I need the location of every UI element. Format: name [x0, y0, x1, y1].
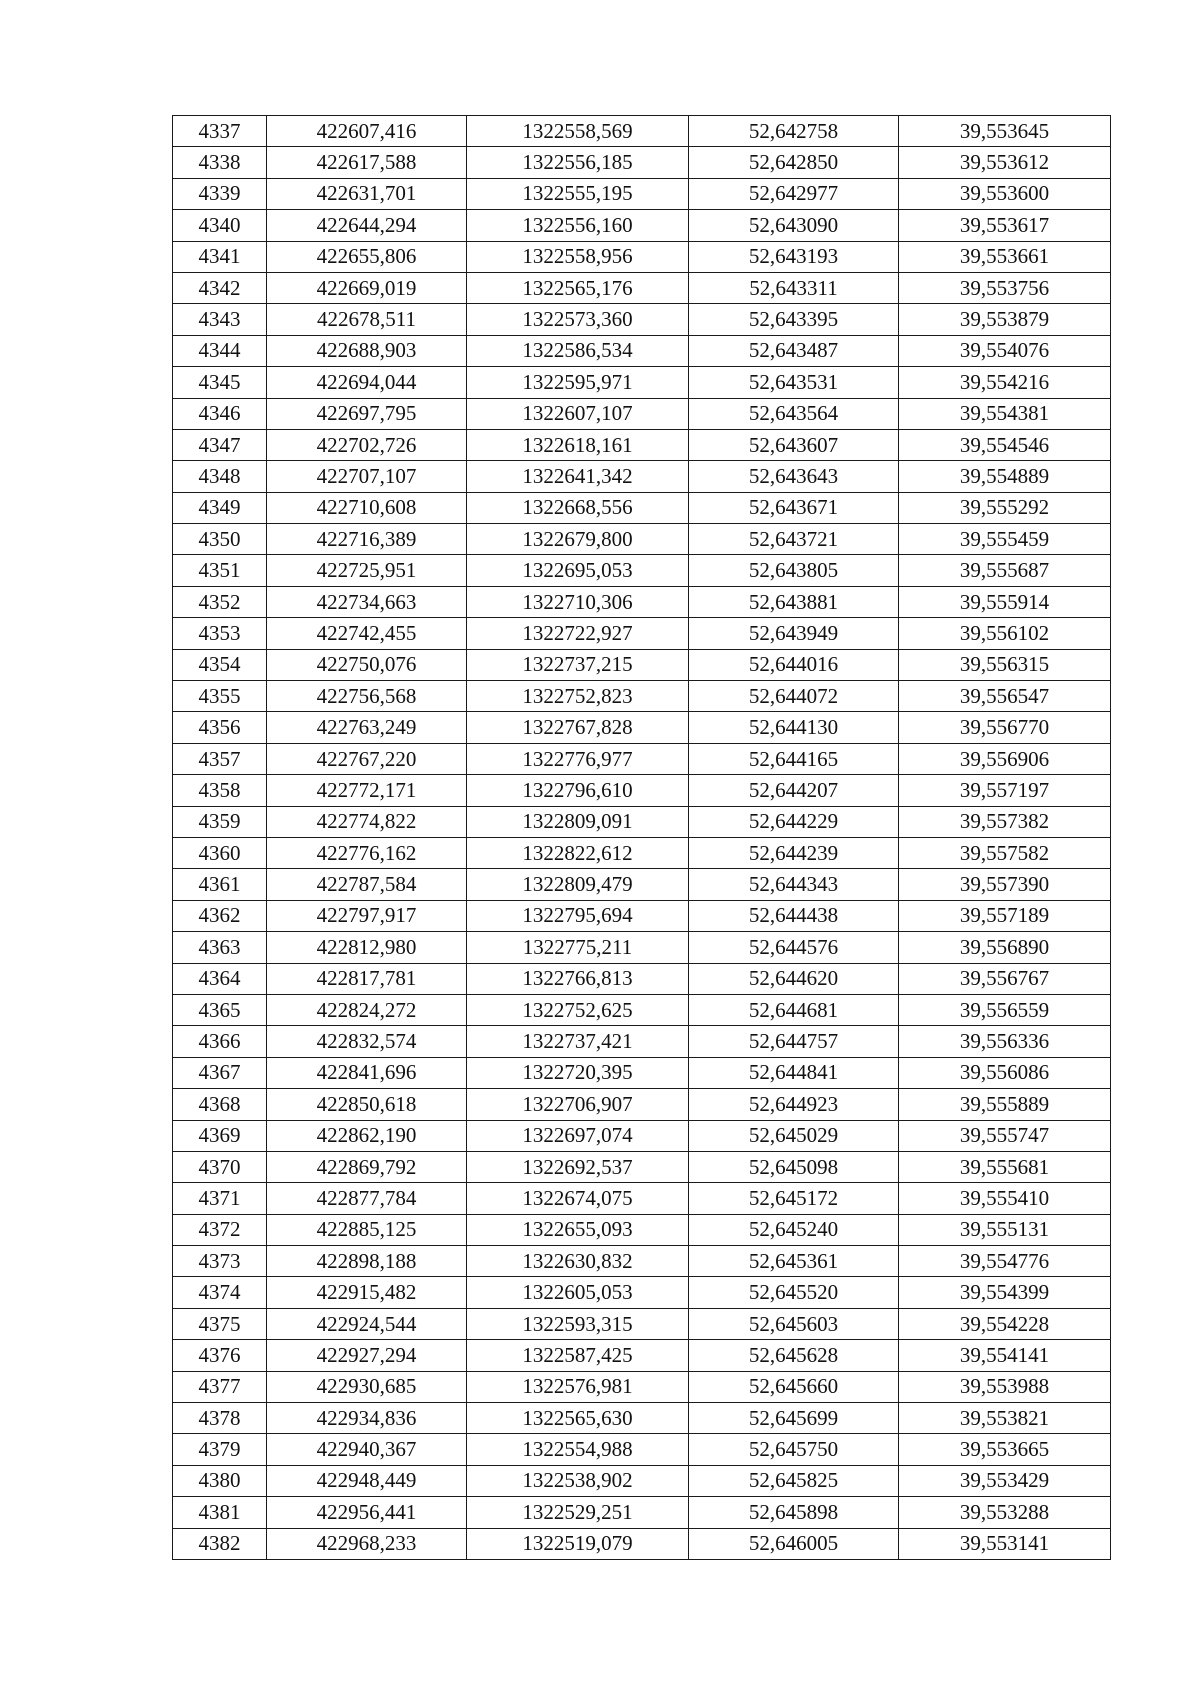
longitude-cell: 39,557582 [899, 837, 1111, 868]
longitude-cell: 39,556547 [899, 681, 1111, 712]
table-row [173, 837, 1111, 868]
point-number-cell: 4378 [173, 1403, 267, 1434]
coordinates-table-body [173, 116, 1111, 1560]
table-row [173, 618, 1111, 649]
longitude-cell: 39,557390 [899, 869, 1111, 900]
longitude-cell: 39,553756 [899, 272, 1111, 303]
latitude-cell: 52,643395 [689, 304, 899, 335]
x-coordinate-cell: 422631,701 [267, 178, 467, 209]
y-coordinate-cell: 1322519,079 [467, 1528, 689, 1559]
latitude-cell: 52,645825 [689, 1465, 899, 1496]
y-coordinate-cell: 1322737,421 [467, 1026, 689, 1057]
point-number-cell: 4352 [173, 586, 267, 617]
longitude-cell: 39,553665 [899, 1434, 1111, 1465]
longitude-cell: 39,555292 [899, 492, 1111, 523]
latitude-cell: 52,643531 [689, 367, 899, 398]
latitude-cell: 52,645750 [689, 1434, 899, 1465]
y-coordinate-cell: 1322706,907 [467, 1089, 689, 1120]
point-number-cell: 4339 [173, 178, 267, 209]
y-coordinate-cell: 1322554,988 [467, 1434, 689, 1465]
y-coordinate-cell: 1322796,610 [467, 775, 689, 806]
latitude-cell: 52,643643 [689, 461, 899, 492]
latitude-cell: 52,644229 [689, 806, 899, 837]
longitude-cell: 39,554216 [899, 367, 1111, 398]
latitude-cell: 52,646005 [689, 1528, 899, 1559]
latitude-cell: 52,643721 [689, 524, 899, 555]
y-coordinate-cell: 1322605,053 [467, 1277, 689, 1308]
coordinates-table [172, 115, 1111, 1560]
x-coordinate-cell: 422688,903 [267, 335, 467, 366]
table-row [173, 1371, 1111, 1402]
y-coordinate-cell: 1322752,823 [467, 681, 689, 712]
latitude-cell: 52,645699 [689, 1403, 899, 1434]
point-number-cell: 4363 [173, 932, 267, 963]
table-row [173, 586, 1111, 617]
y-coordinate-cell: 1322668,556 [467, 492, 689, 523]
x-coordinate-cell: 422767,220 [267, 743, 467, 774]
table-row [173, 398, 1111, 429]
y-coordinate-cell: 1322795,694 [467, 900, 689, 931]
y-coordinate-cell: 1322556,185 [467, 147, 689, 178]
table-row [173, 712, 1111, 743]
table-row [173, 1465, 1111, 1496]
table-row [173, 1246, 1111, 1277]
point-number-cell: 4343 [173, 304, 267, 335]
table-row [173, 1434, 1111, 1465]
x-coordinate-cell: 422678,511 [267, 304, 467, 335]
table-row [173, 900, 1111, 931]
y-coordinate-cell: 1322674,075 [467, 1183, 689, 1214]
longitude-cell: 39,553600 [899, 178, 1111, 209]
x-coordinate-cell: 422924,544 [267, 1308, 467, 1339]
y-coordinate-cell: 1322630,832 [467, 1246, 689, 1277]
latitude-cell: 52,644620 [689, 963, 899, 994]
latitude-cell: 52,642758 [689, 116, 899, 147]
x-coordinate-cell: 422644,294 [267, 210, 467, 241]
longitude-cell: 39,555747 [899, 1120, 1111, 1151]
longitude-cell: 39,553879 [899, 304, 1111, 335]
y-coordinate-cell: 1322822,612 [467, 837, 689, 868]
latitude-cell: 52,644016 [689, 649, 899, 680]
x-coordinate-cell: 422898,188 [267, 1246, 467, 1277]
longitude-cell: 39,555131 [899, 1214, 1111, 1245]
y-coordinate-cell: 1322766,813 [467, 963, 689, 994]
latitude-cell: 52,642977 [689, 178, 899, 209]
x-coordinate-cell: 422669,019 [267, 272, 467, 303]
point-number-cell: 4342 [173, 272, 267, 303]
longitude-cell: 39,553645 [899, 116, 1111, 147]
point-number-cell: 4361 [173, 869, 267, 900]
x-coordinate-cell: 422725,951 [267, 555, 467, 586]
x-coordinate-cell: 422742,455 [267, 618, 467, 649]
y-coordinate-cell: 1322556,160 [467, 210, 689, 241]
y-coordinate-cell: 1322809,479 [467, 869, 689, 900]
x-coordinate-cell: 422617,588 [267, 147, 467, 178]
y-coordinate-cell: 1322558,569 [467, 116, 689, 147]
y-coordinate-cell: 1322695,053 [467, 555, 689, 586]
latitude-cell: 52,645660 [689, 1371, 899, 1402]
latitude-cell: 52,645628 [689, 1340, 899, 1371]
latitude-cell: 52,645898 [689, 1497, 899, 1528]
y-coordinate-cell: 1322586,534 [467, 335, 689, 366]
point-number-cell: 4348 [173, 461, 267, 492]
longitude-cell: 39,555681 [899, 1151, 1111, 1182]
y-coordinate-cell: 1322565,630 [467, 1403, 689, 1434]
y-coordinate-cell: 1322618,161 [467, 429, 689, 460]
table-row [173, 743, 1111, 774]
table-row [173, 1308, 1111, 1339]
point-number-cell: 4346 [173, 398, 267, 429]
point-number-cell: 4353 [173, 618, 267, 649]
latitude-cell: 52,645361 [689, 1246, 899, 1277]
latitude-cell: 52,645520 [689, 1277, 899, 1308]
table-row [173, 681, 1111, 712]
longitude-cell: 39,557189 [899, 900, 1111, 931]
table-row [173, 524, 1111, 555]
table-row [173, 869, 1111, 900]
point-number-cell: 4374 [173, 1277, 267, 1308]
table-row [173, 272, 1111, 303]
x-coordinate-cell: 422716,389 [267, 524, 467, 555]
y-coordinate-cell: 1322722,927 [467, 618, 689, 649]
table-row [173, 116, 1111, 147]
point-number-cell: 4375 [173, 1308, 267, 1339]
table-row [173, 1528, 1111, 1559]
table-row [173, 649, 1111, 680]
table-row [173, 241, 1111, 272]
latitude-cell: 52,643949 [689, 618, 899, 649]
latitude-cell: 52,644923 [689, 1089, 899, 1120]
point-number-cell: 4356 [173, 712, 267, 743]
point-number-cell: 4350 [173, 524, 267, 555]
table-row [173, 147, 1111, 178]
x-coordinate-cell: 422710,608 [267, 492, 467, 523]
latitude-cell: 52,643193 [689, 241, 899, 272]
latitude-cell: 52,644343 [689, 869, 899, 900]
point-number-cell: 4341 [173, 241, 267, 272]
longitude-cell: 39,553661 [899, 241, 1111, 272]
x-coordinate-cell: 422750,076 [267, 649, 467, 680]
table-row [173, 994, 1111, 1025]
y-coordinate-cell: 1322576,981 [467, 1371, 689, 1402]
table-row [173, 1497, 1111, 1528]
point-number-cell: 4366 [173, 1026, 267, 1057]
table-row [173, 1403, 1111, 1434]
table-row [173, 1277, 1111, 1308]
latitude-cell: 52,645240 [689, 1214, 899, 1245]
point-number-cell: 4347 [173, 429, 267, 460]
x-coordinate-cell: 422927,294 [267, 1340, 467, 1371]
point-number-cell: 4381 [173, 1497, 267, 1528]
point-number-cell: 4359 [173, 806, 267, 837]
table-row [173, 806, 1111, 837]
y-coordinate-cell: 1322587,425 [467, 1340, 689, 1371]
point-number-cell: 4360 [173, 837, 267, 868]
point-number-cell: 4379 [173, 1434, 267, 1465]
y-coordinate-cell: 1322573,360 [467, 304, 689, 335]
longitude-cell: 39,556315 [899, 649, 1111, 680]
longitude-cell: 39,556102 [899, 618, 1111, 649]
latitude-cell: 52,644681 [689, 994, 899, 1025]
y-coordinate-cell: 1322607,107 [467, 398, 689, 429]
point-number-cell: 4362 [173, 900, 267, 931]
longitude-cell: 39,553612 [899, 147, 1111, 178]
table-row [173, 963, 1111, 994]
longitude-cell: 39,557197 [899, 775, 1111, 806]
latitude-cell: 52,645098 [689, 1151, 899, 1182]
longitude-cell: 39,555687 [899, 555, 1111, 586]
table-row [173, 178, 1111, 209]
latitude-cell: 52,645029 [689, 1120, 899, 1151]
latitude-cell: 52,644072 [689, 681, 899, 712]
latitude-cell: 52,643311 [689, 272, 899, 303]
y-coordinate-cell: 1322776,977 [467, 743, 689, 774]
longitude-cell: 39,554381 [899, 398, 1111, 429]
table-row [173, 1183, 1111, 1214]
y-coordinate-cell: 1322679,800 [467, 524, 689, 555]
table-row [173, 1340, 1111, 1371]
longitude-cell: 39,554228 [899, 1308, 1111, 1339]
y-coordinate-cell: 1322641,342 [467, 461, 689, 492]
y-coordinate-cell: 1322655,093 [467, 1214, 689, 1245]
point-number-cell: 4349 [173, 492, 267, 523]
point-number-cell: 4370 [173, 1151, 267, 1182]
table-row [173, 304, 1111, 335]
latitude-cell: 52,643881 [689, 586, 899, 617]
table-row [173, 775, 1111, 806]
y-coordinate-cell: 1322775,211 [467, 932, 689, 963]
point-number-cell: 4365 [173, 994, 267, 1025]
x-coordinate-cell: 422885,125 [267, 1214, 467, 1245]
x-coordinate-cell: 422763,249 [267, 712, 467, 743]
longitude-cell: 39,556336 [899, 1026, 1111, 1057]
x-coordinate-cell: 422707,107 [267, 461, 467, 492]
y-coordinate-cell: 1322565,176 [467, 272, 689, 303]
latitude-cell: 52,643090 [689, 210, 899, 241]
latitude-cell: 52,643607 [689, 429, 899, 460]
point-number-cell: 4354 [173, 649, 267, 680]
longitude-cell: 39,554076 [899, 335, 1111, 366]
longitude-cell: 39,556770 [899, 712, 1111, 743]
point-number-cell: 4377 [173, 1371, 267, 1402]
point-number-cell: 4373 [173, 1246, 267, 1277]
longitude-cell: 39,555889 [899, 1089, 1111, 1120]
latitude-cell: 52,644841 [689, 1057, 899, 1088]
latitude-cell: 52,642850 [689, 147, 899, 178]
table-row [173, 461, 1111, 492]
table-row [173, 492, 1111, 523]
longitude-cell: 39,556890 [899, 932, 1111, 963]
x-coordinate-cell: 422812,980 [267, 932, 467, 963]
longitude-cell: 39,554776 [899, 1246, 1111, 1277]
longitude-cell: 39,554399 [899, 1277, 1111, 1308]
point-number-cell: 4372 [173, 1214, 267, 1245]
x-coordinate-cell: 422697,795 [267, 398, 467, 429]
y-coordinate-cell: 1322710,306 [467, 586, 689, 617]
y-coordinate-cell: 1322720,395 [467, 1057, 689, 1088]
longitude-cell: 39,554141 [899, 1340, 1111, 1371]
latitude-cell: 52,644165 [689, 743, 899, 774]
y-coordinate-cell: 1322595,971 [467, 367, 689, 398]
longitude-cell: 39,553288 [899, 1497, 1111, 1528]
point-number-cell: 4355 [173, 681, 267, 712]
x-coordinate-cell: 422655,806 [267, 241, 467, 272]
latitude-cell: 52,643671 [689, 492, 899, 523]
longitude-cell: 39,554889 [899, 461, 1111, 492]
longitude-cell: 39,557382 [899, 806, 1111, 837]
point-number-cell: 4380 [173, 1465, 267, 1496]
latitude-cell: 52,643487 [689, 335, 899, 366]
y-coordinate-cell: 1322593,315 [467, 1308, 689, 1339]
x-coordinate-cell: 422841,696 [267, 1057, 467, 1088]
x-coordinate-cell: 422948,449 [267, 1465, 467, 1496]
y-coordinate-cell: 1322737,215 [467, 649, 689, 680]
latitude-cell: 52,644130 [689, 712, 899, 743]
y-coordinate-cell: 1322538,902 [467, 1465, 689, 1496]
x-coordinate-cell: 422832,574 [267, 1026, 467, 1057]
longitude-cell: 39,556767 [899, 963, 1111, 994]
point-number-cell: 4357 [173, 743, 267, 774]
point-number-cell: 4382 [173, 1528, 267, 1559]
latitude-cell: 52,644239 [689, 837, 899, 868]
longitude-cell: 39,553821 [899, 1403, 1111, 1434]
x-coordinate-cell: 422862,190 [267, 1120, 467, 1151]
x-coordinate-cell: 422787,584 [267, 869, 467, 900]
y-coordinate-cell: 1322555,195 [467, 178, 689, 209]
y-coordinate-cell: 1322809,091 [467, 806, 689, 837]
point-number-cell: 4369 [173, 1120, 267, 1151]
table-row [173, 1089, 1111, 1120]
y-coordinate-cell: 1322558,956 [467, 241, 689, 272]
x-coordinate-cell: 422824,272 [267, 994, 467, 1025]
point-number-cell: 4351 [173, 555, 267, 586]
x-coordinate-cell: 422850,618 [267, 1089, 467, 1120]
longitude-cell: 39,555914 [899, 586, 1111, 617]
longitude-cell: 39,555459 [899, 524, 1111, 555]
table-row [173, 1057, 1111, 1088]
latitude-cell: 52,644207 [689, 775, 899, 806]
longitude-cell: 39,556086 [899, 1057, 1111, 1088]
x-coordinate-cell: 422607,416 [267, 116, 467, 147]
x-coordinate-cell: 422797,917 [267, 900, 467, 931]
point-number-cell: 4371 [173, 1183, 267, 1214]
point-number-cell: 4368 [173, 1089, 267, 1120]
x-coordinate-cell: 422772,171 [267, 775, 467, 806]
table-row [173, 932, 1111, 963]
table-row [173, 335, 1111, 366]
point-number-cell: 4345 [173, 367, 267, 398]
x-coordinate-cell: 422915,482 [267, 1277, 467, 1308]
x-coordinate-cell: 422930,685 [267, 1371, 467, 1402]
longitude-cell: 39,554546 [899, 429, 1111, 460]
point-number-cell: 4338 [173, 147, 267, 178]
longitude-cell: 39,556906 [899, 743, 1111, 774]
x-coordinate-cell: 422734,663 [267, 586, 467, 617]
table-row [173, 210, 1111, 241]
point-number-cell: 4358 [173, 775, 267, 806]
point-number-cell: 4376 [173, 1340, 267, 1371]
latitude-cell: 52,643805 [689, 555, 899, 586]
y-coordinate-cell: 1322752,625 [467, 994, 689, 1025]
y-coordinate-cell: 1322697,074 [467, 1120, 689, 1151]
latitude-cell: 52,643564 [689, 398, 899, 429]
longitude-cell: 39,553988 [899, 1371, 1111, 1402]
x-coordinate-cell: 422940,367 [267, 1434, 467, 1465]
x-coordinate-cell: 422776,162 [267, 837, 467, 868]
latitude-cell: 52,644438 [689, 900, 899, 931]
longitude-cell: 39,553141 [899, 1528, 1111, 1559]
x-coordinate-cell: 422869,792 [267, 1151, 467, 1182]
table-row [173, 1120, 1111, 1151]
x-coordinate-cell: 422774,822 [267, 806, 467, 837]
point-number-cell: 4344 [173, 335, 267, 366]
table-row [173, 367, 1111, 398]
longitude-cell: 39,555410 [899, 1183, 1111, 1214]
latitude-cell: 52,645172 [689, 1183, 899, 1214]
y-coordinate-cell: 1322692,537 [467, 1151, 689, 1182]
x-coordinate-cell: 422694,044 [267, 367, 467, 398]
x-coordinate-cell: 422817,781 [267, 963, 467, 994]
latitude-cell: 52,645603 [689, 1308, 899, 1339]
point-number-cell: 4364 [173, 963, 267, 994]
point-number-cell: 4340 [173, 210, 267, 241]
table-row [173, 555, 1111, 586]
x-coordinate-cell: 422756,568 [267, 681, 467, 712]
table-row [173, 1026, 1111, 1057]
latitude-cell: 52,644757 [689, 1026, 899, 1057]
x-coordinate-cell: 422702,726 [267, 429, 467, 460]
longitude-cell: 39,553429 [899, 1465, 1111, 1496]
table-row [173, 1151, 1111, 1182]
x-coordinate-cell: 422934,836 [267, 1403, 467, 1434]
table-row [173, 1214, 1111, 1245]
point-number-cell: 4367 [173, 1057, 267, 1088]
x-coordinate-cell: 422877,784 [267, 1183, 467, 1214]
longitude-cell: 39,553617 [899, 210, 1111, 241]
table-row [173, 429, 1111, 460]
y-coordinate-cell: 1322767,828 [467, 712, 689, 743]
x-coordinate-cell: 422968,233 [267, 1528, 467, 1559]
y-coordinate-cell: 1322529,251 [467, 1497, 689, 1528]
longitude-cell: 39,556559 [899, 994, 1111, 1025]
x-coordinate-cell: 422956,441 [267, 1497, 467, 1528]
latitude-cell: 52,644576 [689, 932, 899, 963]
point-number-cell: 4337 [173, 116, 267, 147]
